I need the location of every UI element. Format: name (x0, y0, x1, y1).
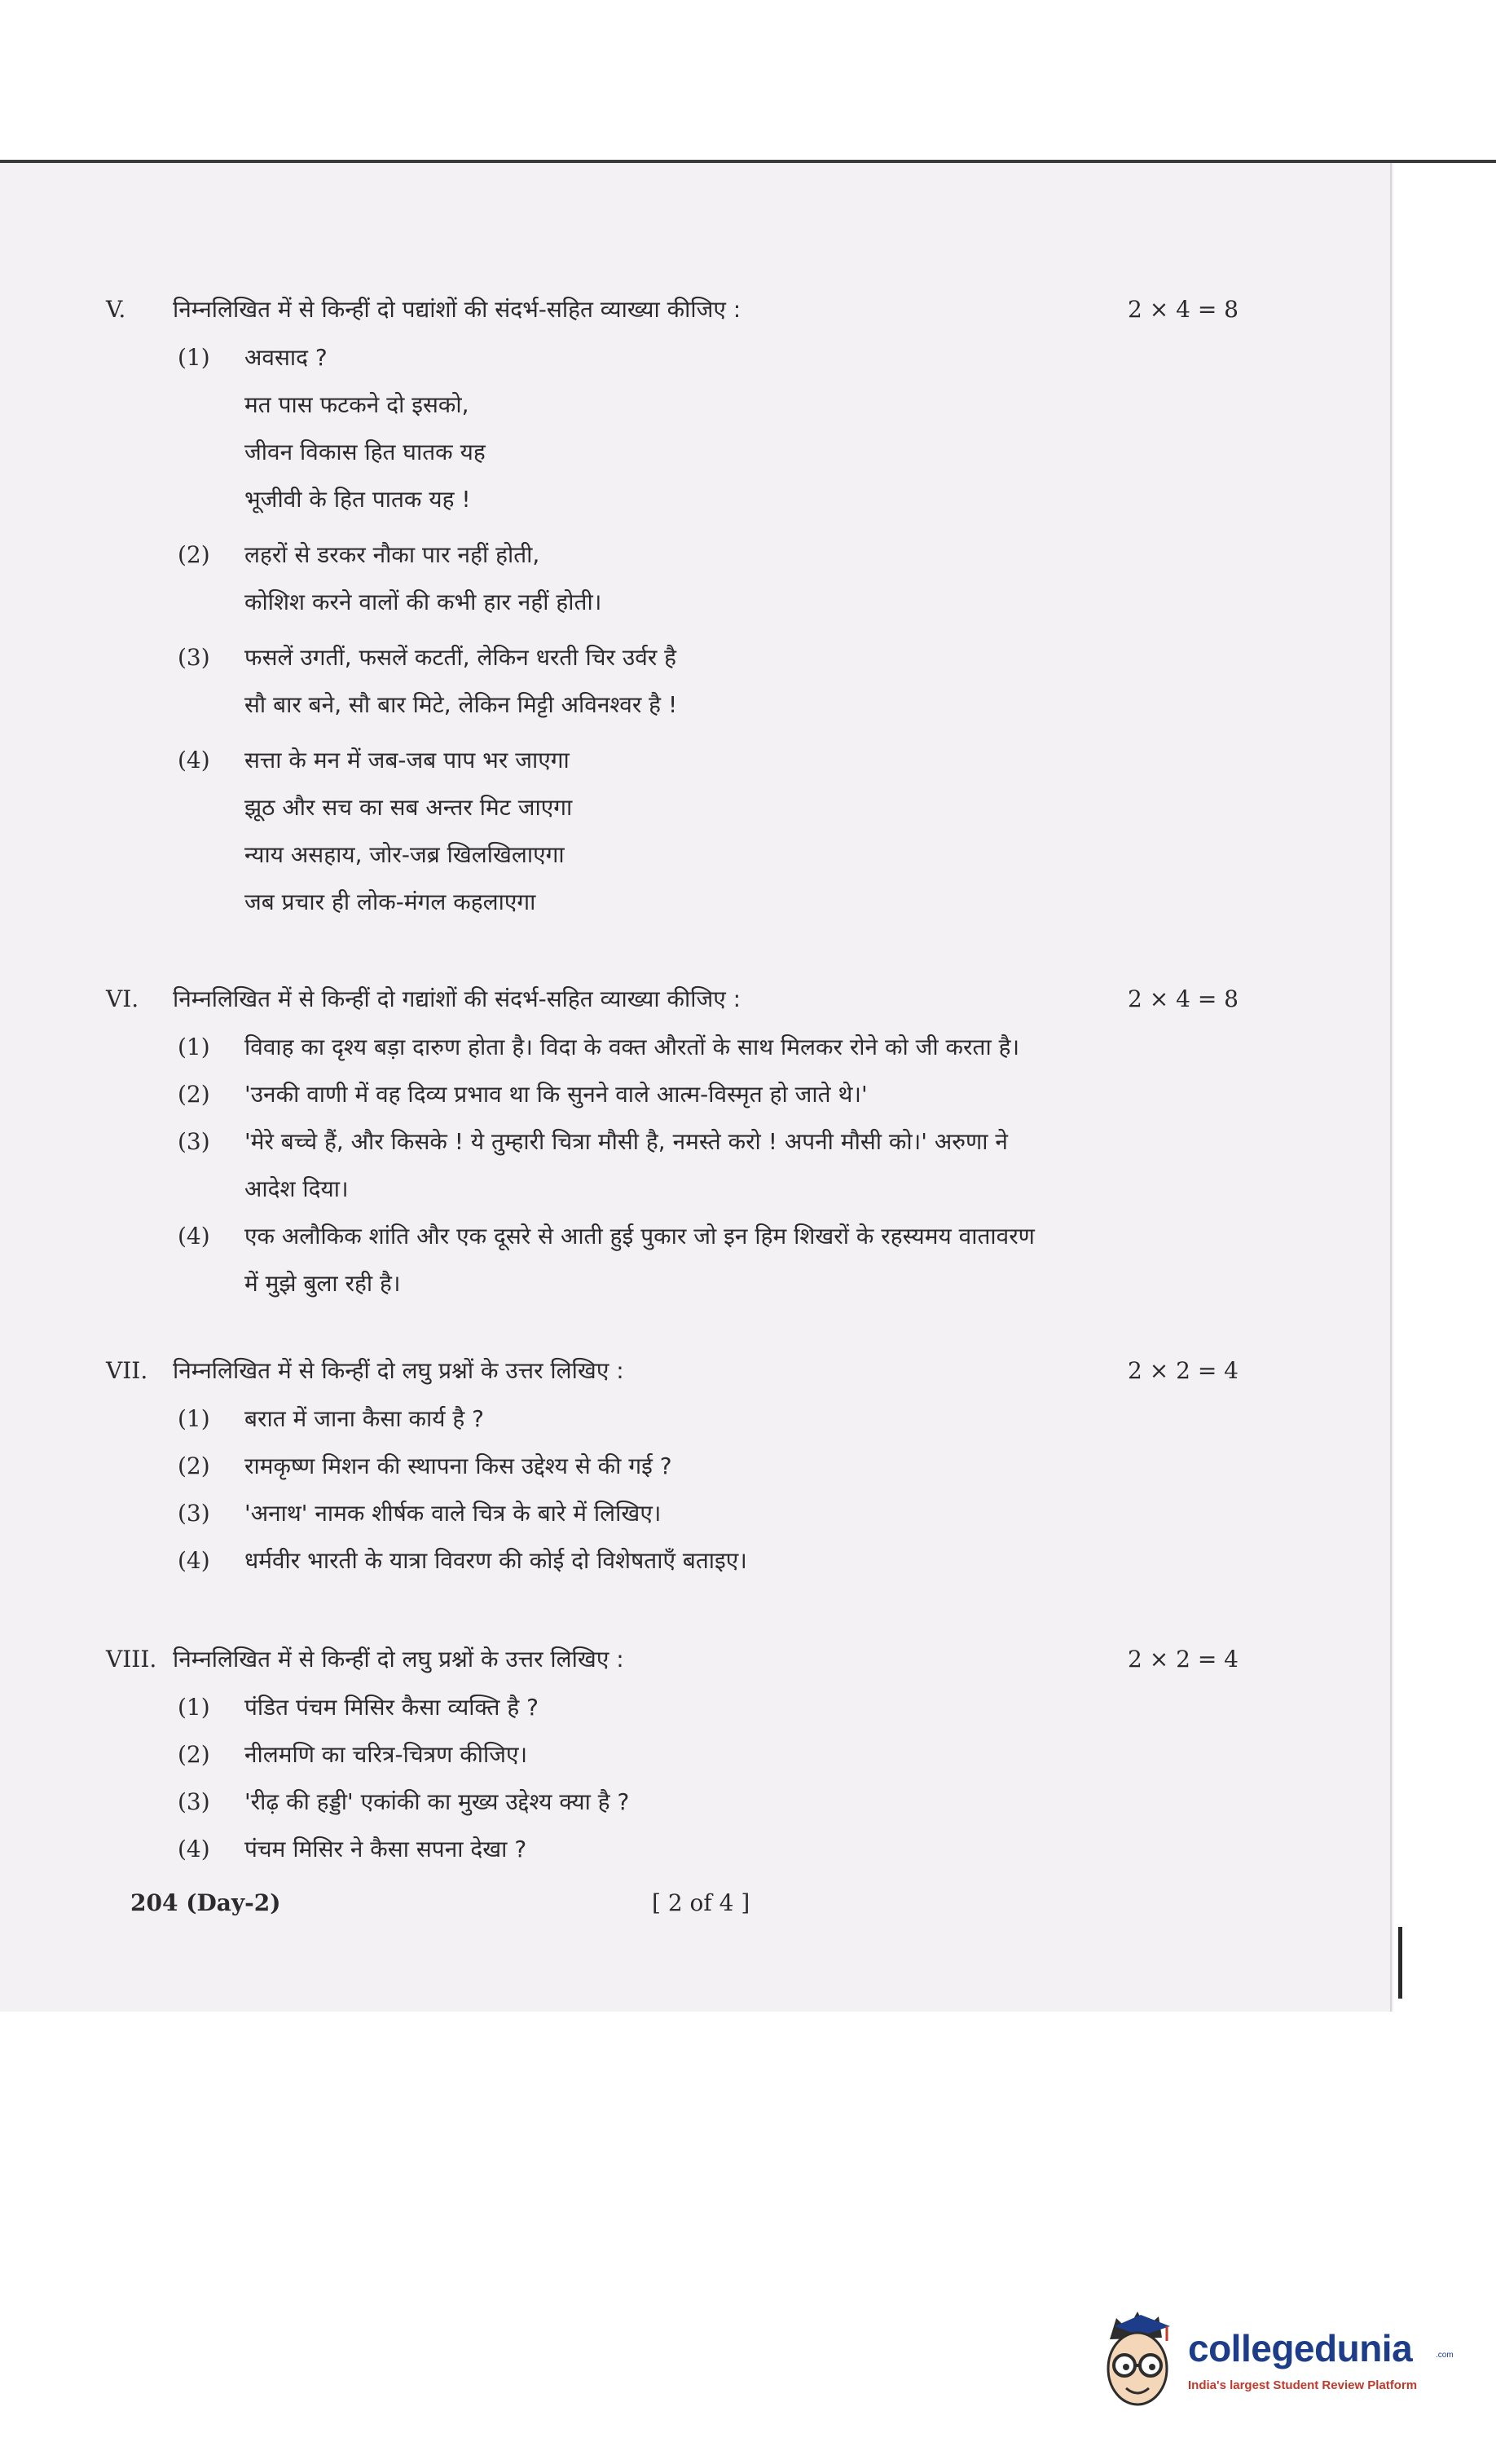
section-title: निम्नलिखित में से किन्हीं दो लघु प्रश्नों के उत्तर लिखिए : (173, 1357, 624, 1384)
question-section-vii (106, 1347, 1239, 1585)
item-number: (4) (178, 747, 210, 774)
question-item (106, 1395, 1239, 1443)
item-number: (4) (178, 1223, 210, 1250)
item-line: 'उनकी वाणी में वह दिव्य प्रभाव था कि सुनने वाले आत्म-विस्मृत हो जाते थे।' (244, 1081, 868, 1108)
page-top-rule (0, 160, 1496, 163)
paper-code: 204 (Day-2) (130, 1889, 281, 1916)
item-line: झूठ और सच का सब अन्तर मिट जाएगा (244, 794, 573, 821)
section-header (106, 975, 1239, 1024)
item-line: कोशिश करने वालों की कभी हार नहीं होती। (244, 588, 602, 615)
section-marks: 2 × 4 = 8 (1128, 985, 1239, 1012)
question-section-v (106, 285, 1239, 926)
item-line: मत पास फटकने दो इसको, (244, 391, 469, 418)
question-item (106, 1118, 1239, 1213)
question-item (106, 334, 1239, 523)
section-header (106, 1635, 1239, 1684)
question-section-vi (106, 975, 1239, 1307)
item-number: (3) (178, 1500, 210, 1527)
item-line: फसलें उगतीं, फसलें कटतीं, लेकिन धरती चिर उर्वर है (244, 644, 677, 671)
margin-mark (1398, 1927, 1402, 1999)
question-item (106, 634, 1239, 729)
item-number: (1) (178, 1694, 210, 1721)
logo-wordmark: collegedunia (1188, 2327, 1413, 2369)
question-item (106, 1684, 1239, 1731)
section-number: V. (106, 296, 126, 323)
item-number: (4) (178, 1836, 210, 1862)
question-item (106, 1071, 1239, 1118)
item-line: लहरों से डरकर नौका पार नहीं होती, (244, 541, 540, 568)
item-line: बरात में जाना कैसा कार्य है ? (244, 1405, 485, 1432)
item-line: धर्मवीर भारती के यात्रा विवरण की कोई दो विशेषताएँ बताइए। (244, 1547, 747, 1574)
item-line: नीलमणि का चरित्र-चित्रण कीजिए। (244, 1741, 528, 1768)
item-line: एक अलौकिक शांति और एक दूसरे से आती हुई पुकार जो इन हिम शिखरों के रहस्यमय वातावरण (244, 1223, 1035, 1250)
section-marks: 2 × 2 = 4 (1128, 1357, 1239, 1384)
collegedunia-logo[interactable] (1092, 2308, 1454, 2416)
item-number: (2) (178, 1452, 210, 1479)
section-number: VIII. (106, 1646, 157, 1673)
section-title: निम्नलिखित में से किन्हीं दो गद्यांशों की संदर्भ-सहित व्याख्या कीजिए : (173, 985, 741, 1012)
item-line: सौ बार बने, सौ बार मिटे, लेकिन मिट्टी अविनश्वर है ! (244, 691, 678, 718)
page-number: [ 2 of 4 ] (652, 1889, 750, 1916)
question-item (106, 737, 1239, 926)
item-number: (2) (178, 1081, 210, 1108)
item-number: (3) (178, 644, 210, 671)
question-item (106, 1443, 1239, 1490)
item-line: अवसाद ? (244, 344, 328, 371)
item-number: (2) (178, 541, 210, 568)
item-line: पंचम मिसिर ने कैसा सपना देखा ? (244, 1836, 527, 1862)
item-number: (1) (178, 344, 210, 371)
item-line: आदेश दिया। (244, 1175, 349, 1202)
question-item (106, 531, 1239, 626)
section-title: निम्नलिखित में से किन्हीं दो पद्यांशों की संदर्भ-सहित व्याख्या कीजिए : (173, 296, 741, 323)
item-number: (3) (178, 1788, 210, 1815)
section-marks: 2 × 2 = 4 (1128, 1646, 1239, 1673)
item-line: सत्ता के मन में जब-जब पाप भर जाएगा (244, 747, 570, 774)
section-number: VI. (106, 985, 139, 1012)
item-number: (4) (178, 1547, 210, 1574)
question-item (106, 1537, 1239, 1585)
item-line: विवाह का दृश्य बड़ा दारुण होता है। विदा के वक्त औरतों के साथ मिलकर रोने को जी करता है। (244, 1034, 1020, 1060)
question-item (106, 1213, 1239, 1307)
item-number: (3) (178, 1128, 210, 1155)
page-right-edge (1390, 163, 1392, 2012)
section-marks: 2 × 4 = 8 (1128, 296, 1239, 323)
question-item (106, 1779, 1239, 1826)
item-line: जब प्रचार ही लोक-मंगल कहलाएगा (244, 888, 536, 915)
item-line: 'अनाथ' नामक शीर्षक वाले चित्र के बारे में लिखिए। (244, 1500, 662, 1527)
question-item (106, 1731, 1239, 1779)
item-line: भूजीवी के हित पातक यह ! (244, 486, 471, 513)
item-number: (2) (178, 1741, 210, 1768)
item-line: रामकृष्ण मिशन की स्थापना किस उद्देश्य से की गई ? (244, 1452, 672, 1479)
mascot-icon (1092, 2308, 1183, 2416)
item-number: (1) (178, 1034, 210, 1060)
item-line: न्याय असहाय, जोर-जब्र खिलखिलाएगा (244, 841, 565, 868)
section-title: निम्नलिखित में से किन्हीं दो लघु प्रश्नों के उत्तर लिखिए : (173, 1646, 624, 1673)
item-number: (1) (178, 1405, 210, 1432)
logo-suffix: .com (1436, 2351, 1454, 2360)
question-section-viii (106, 1635, 1239, 1873)
page-footer (130, 1889, 766, 1930)
item-line: पंडित पंचम मिसिर कैसा व्यक्ति है ? (244, 1694, 539, 1721)
question-item (106, 1024, 1239, 1071)
item-line: 'मेरे बच्चे हैं, और किसके ! ये तुम्हारी चित्रा मौसी है, नमस्ते करो ! अपनी मौसी को।' अरुणा ने (244, 1128, 1008, 1155)
logo-tagline: India's largest Student Review Platform (1188, 2378, 1418, 2392)
question-item (106, 1826, 1239, 1873)
item-line: में मुझे बुला रही है। (244, 1270, 401, 1297)
item-line: 'रीढ़ की हड्डी' एकांकी का मुख्य उद्देश्य क्या है ? (244, 1788, 630, 1815)
question-item (106, 1490, 1239, 1537)
section-number: VII. (106, 1357, 148, 1384)
item-line: जीवन विकास हित घातक यह (244, 439, 486, 465)
section-header (106, 1347, 1239, 1395)
section-header (106, 285, 1239, 334)
